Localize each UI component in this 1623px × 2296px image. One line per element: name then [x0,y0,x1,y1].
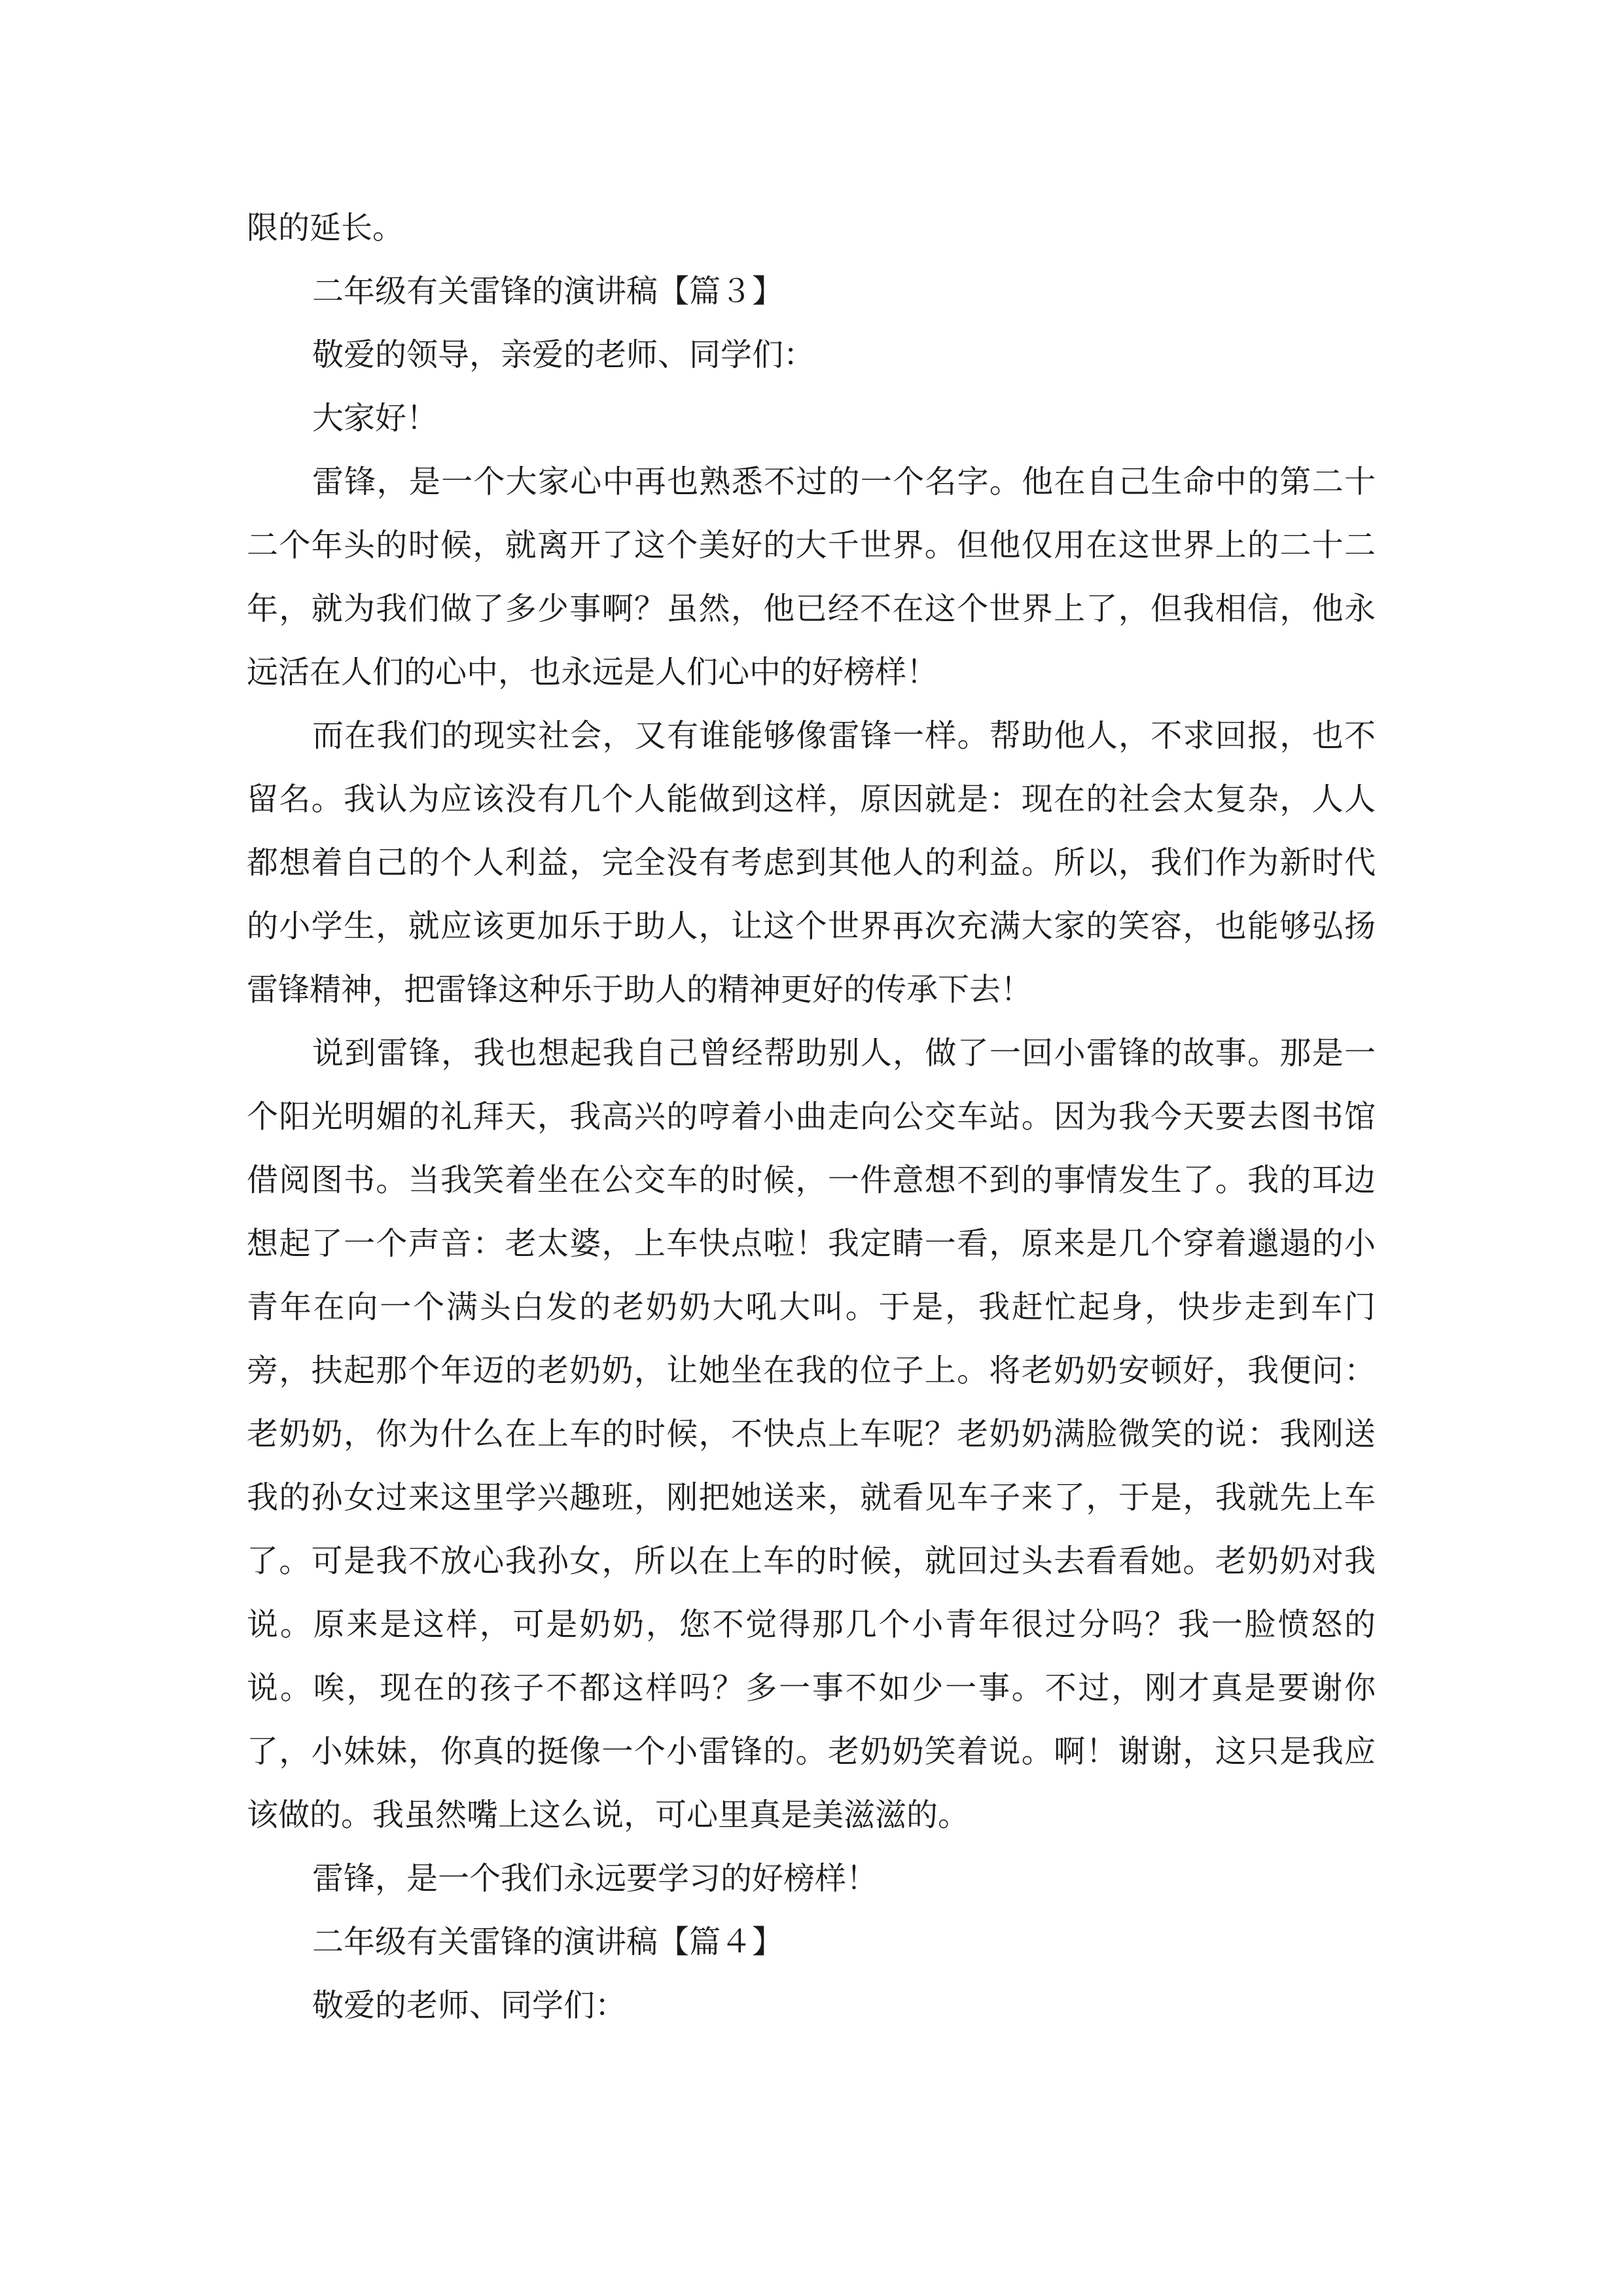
salutation: 敬爱的领导，亲爱的老师、同学们： [312,336,815,373]
paragraph: 而在我们的现实社会，又有谁能够像雷锋一样。帮助他人，不求回报，也不留名。我认为应该没有几个人能做到这样，原因就是：现在的社会太复杂，人人都想着自己的个人利益，完全没有考虑到其他人的利益。所以，我们作为新时代的小学生，就应该更加乐于助人，让这个世界再次充满大家的笑容，也能够弘扬雷锋精神，把雷锋这种乐于助人的精神更好的传承下去！ [247,717,1376,1008]
section-heading-3: 二年级有关雷锋的演讲稿【篇３】 [312,273,784,310]
section-heading-4: 二年级有关雷锋的演讲稿【篇４】 [312,1924,784,1960]
document-body [247,196,1376,2037]
greeting: 大家好！ [312,400,438,437]
paragraph: 雷锋，是一个我们永远要学习的好榜样！ [312,1860,878,1897]
paragraph-continuation: 限的延长。 [247,209,404,246]
salutation: 敬爱的老师、同学们： [312,1987,627,2024]
paragraph: 说到雷锋，我也想起我自己曾经帮助别人，做了一回小雷锋的故事。那是一个阳光明媚的礼拜天，我高兴的哼着小曲走向公交车站。因为我今天要去图书馆借阅图书。当我笑着坐在公交车的时候，一件意想不到的事情发生了。我的耳边想起了一个声音：老太婆，上车快点啦！我定睛一看，原来是几个穿着邋遢的小青年在向一个满头白发的老奶奶大吼大叫。于是，我赶忙起身，快步走到车门旁，扶起那个年迈的老奶奶，让她坐在我的位子上。将老奶奶安顿好，我便问：老奶奶，你为什么在上车的时候，不快点上车呢？老奶奶满脸微笑的说：我刚送我的孙女过来这里学兴趣班，刚把她送来，就看见车子来了，于是，我就先上车了。可是我不放心我孙女，所以在上车的时候，就回过头去看看她。老奶奶对我说。原来是这样，可是奶奶，您不觉得那几个小青年很过分吗？我一脸愤怒的说。唉，现在的孩子不都这样吗？多一事不如少一事。不过，刚才真是要谢你了，小妹妹，你真的挺像一个小雷锋的。老奶奶笑着说。啊！谢谢，这只是我应该做的。我虽然嘴上这么说，可心里真是美滋滋的。 [247,1035,1376,1833]
paragraph: 雷锋，是一个大家心中再也熟悉不过的一个名字。他在自己生命中的第二十二个年头的时候，就离开了这个美好的大千世界。但他仅用在这世界上的二十二年，就为我们做了多少事啊？虽然，他已经不在这个世界上了，但我相信，他永远活在人们的心中，也永远是人们心中的好榜样！ [247,463,1376,691]
